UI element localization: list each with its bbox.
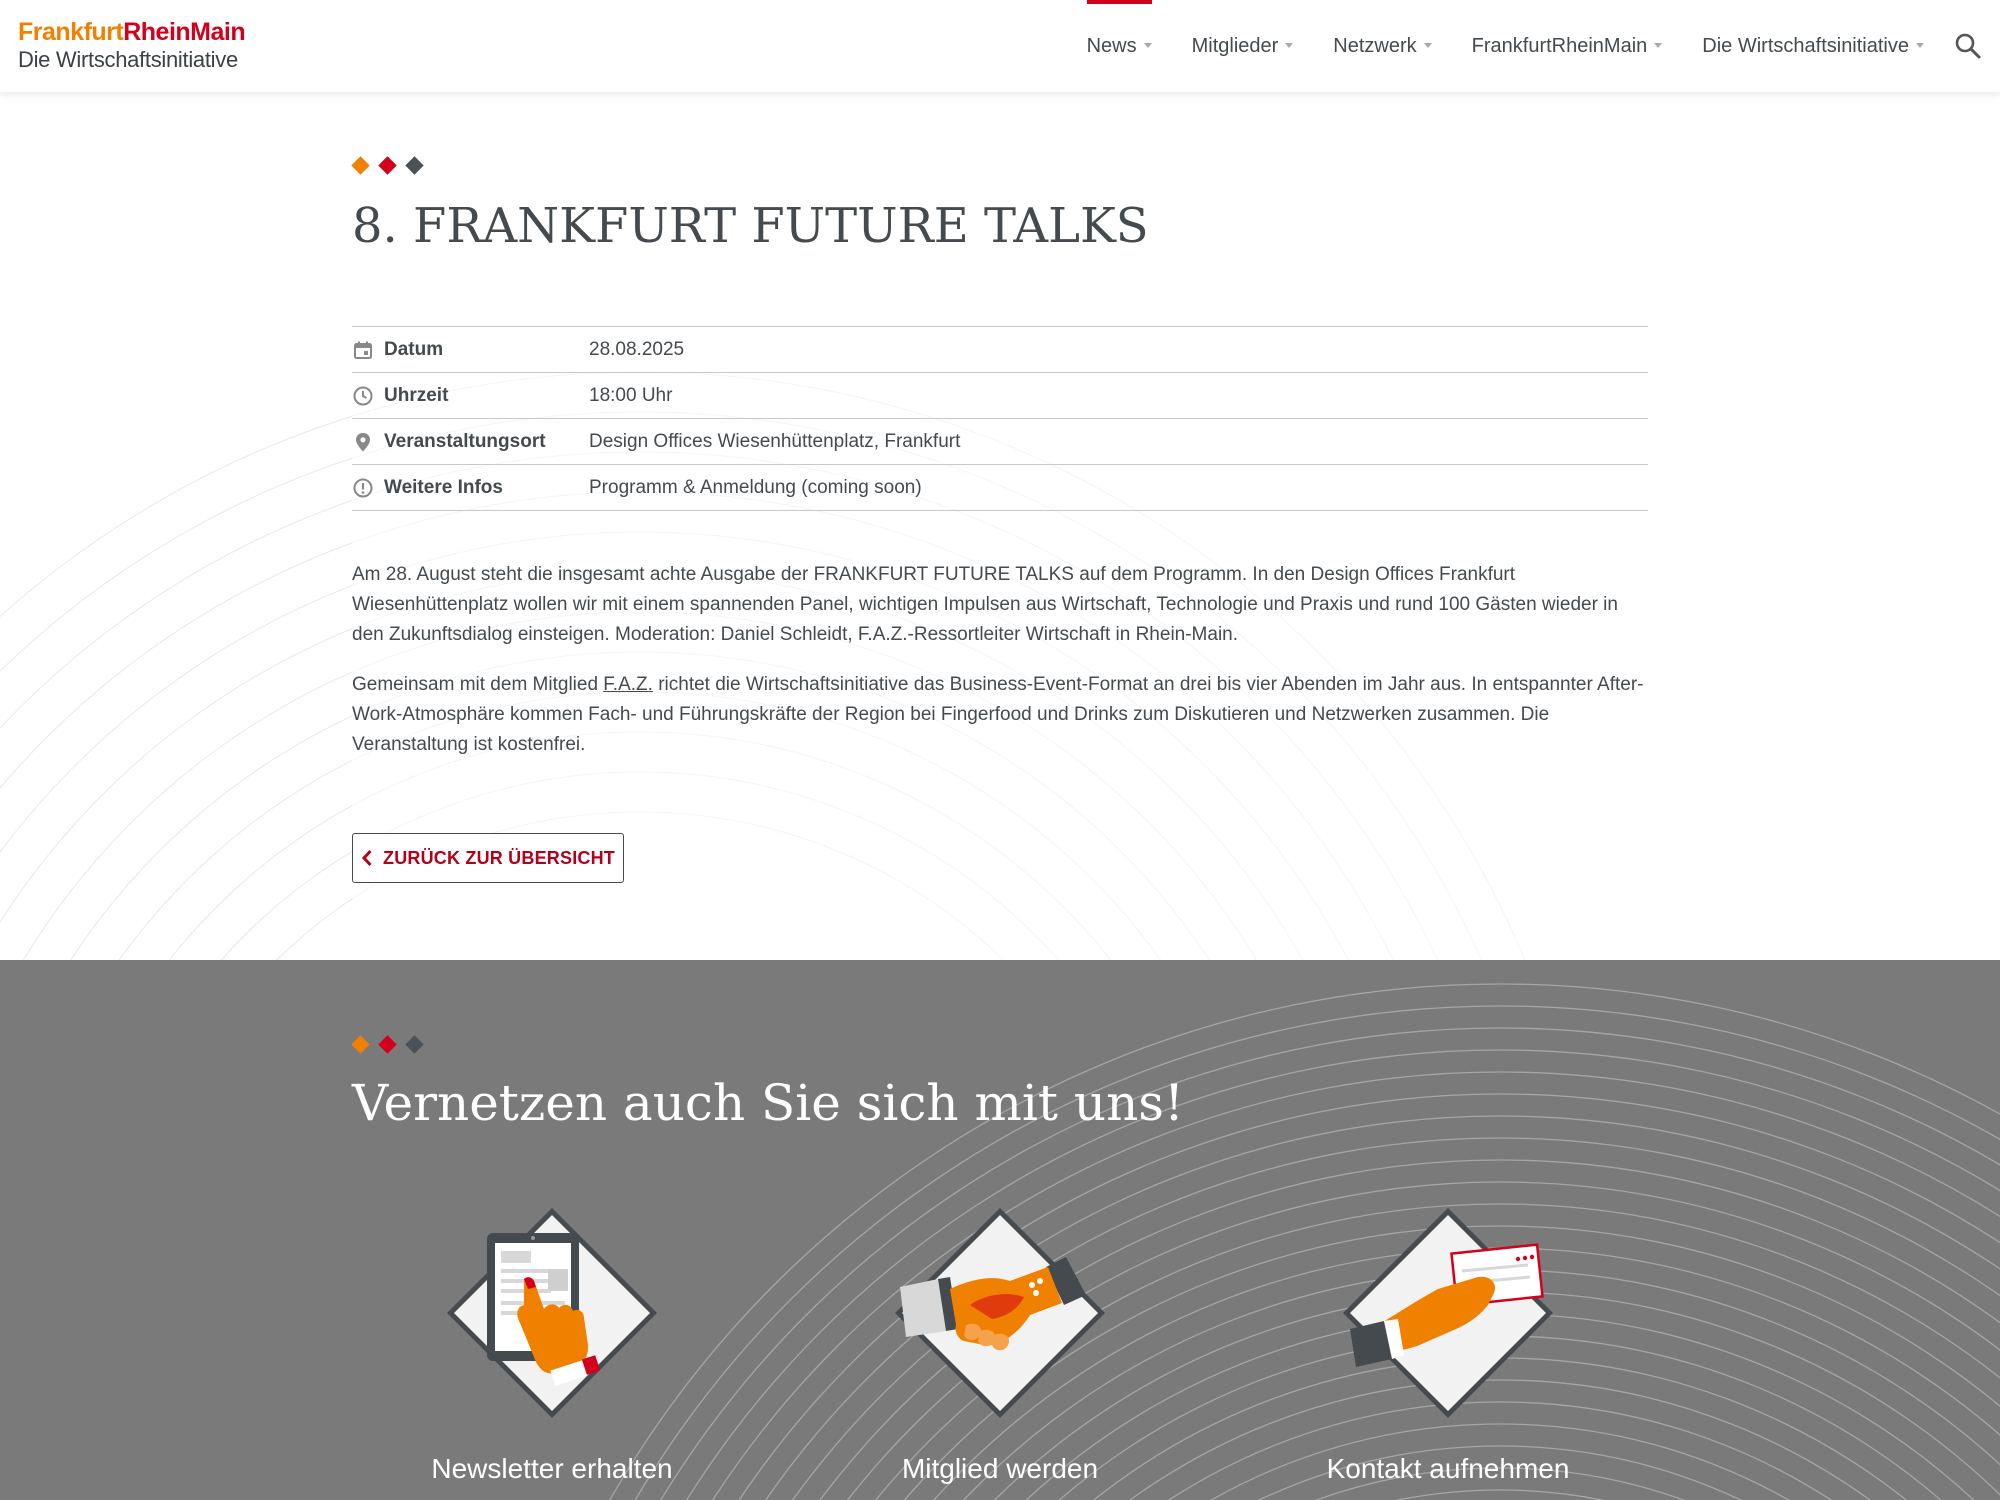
- diamond-red-icon: [378, 1035, 396, 1053]
- nav-item-label: FrankfurtRheinMain: [1471, 34, 1648, 57]
- diamond-orange-icon: [351, 156, 369, 174]
- info-value: Design Offices Wiesenhüttenplatz, Frankfurt: [589, 430, 961, 452]
- membership-card[interactable]: [800, 1205, 1200, 1485]
- nav-item-wirtschaftsinitiative[interactable]: [1702, 0, 1924, 92]
- article-paragraph: [352, 670, 1648, 760]
- article-body: [352, 560, 1648, 780]
- logo-rheinmain: RheinMain: [123, 18, 246, 46]
- card-label: Newsletter erhalten: [431, 1453, 673, 1484]
- diamond-red-icon: [378, 156, 396, 174]
- nav-item-news[interactable]: [1087, 0, 1152, 92]
- chevron-down-icon: [1144, 43, 1152, 48]
- card-label: Mitglied werden: [901, 1453, 1099, 1484]
- nav-item-label: Netzwerk: [1333, 34, 1417, 57]
- diamond-orange-icon: [351, 1035, 369, 1053]
- site-logo[interactable]: [18, 18, 245, 74]
- logo-wordmark: [18, 18, 245, 46]
- info-icon: [352, 477, 374, 499]
- nav-item-label: Mitglieder: [1191, 34, 1279, 57]
- diamond-ornament: [354, 1038, 421, 1051]
- site-header: [0, 0, 2000, 92]
- chevron-down-icon: [1285, 43, 1293, 48]
- article-paragraph: Am 28. August steht die insgesamt achte Ausgabe der FRANKFURT FUTURE TALKS auf dem Programm. In den Design Offices Frankfurt Wiesenhüttenplatz wollen wir mit einem spannenden Panel, wichtigen Impulsen aus Wirtschaft, Technologie und Praxis und rund 100 Gästen wieder in den Zukunftsdialog einsteigen. Moderation: Daniel Schleidt, F.A.Z.-Ressortleiter Wirtschaft in Rhein-Main.: [352, 564, 1618, 645]
- info-value: 18:00 Uhr: [589, 384, 673, 406]
- faz-link[interactable]: F.A.Z.: [603, 674, 653, 695]
- newsletter-card[interactable]: [352, 1205, 752, 1485]
- paragraph-text: richtet die Wirtschaftsinitiative das Business-Event-Format an drei bis vier Abenden im Jahr aus. In entspannter After-Work-Atmosphäre kommen Fach- und Führungskräfte der Region bei Fingerfood und Drinks zum Diskutieren und Netzwerken zusammen. Die Veranstaltung ist kostenfrei.: [352, 674, 1644, 755]
- event-info-table: [352, 326, 1648, 511]
- nav-item-label: Die Wirtschaftsinitiative: [1702, 34, 1909, 57]
- contact-card[interactable]: [1248, 1205, 1648, 1485]
- card-label: Kontakt aufnehmen: [1326, 1453, 1570, 1484]
- nav-item-label: News: [1086, 34, 1137, 57]
- logo-tagline: Die Wirtschaftsinitiative: [18, 47, 238, 72]
- nav-item-mitglieder[interactable]: [1192, 0, 1294, 92]
- diamond-dark-icon: [405, 156, 423, 174]
- chevron-down-icon: [1424, 43, 1432, 48]
- chevron-down-icon: [1916, 43, 1924, 48]
- clock-icon: [352, 385, 374, 407]
- back-button-label: ZURÜCK ZUR ÜBERSICHT: [383, 847, 615, 868]
- network-title: Vernetzen auch Sie sich mit uns!: [352, 1074, 1185, 1132]
- chevron-down-icon: [1654, 43, 1662, 48]
- logo-frankfurt: Frankfurt: [18, 18, 124, 46]
- back-to-overview-button[interactable]: [352, 833, 624, 883]
- info-value: Programm & Anmeldung (coming soon): [589, 476, 922, 498]
- nav-item-frankfurtrheinmain[interactable]: [1472, 0, 1663, 92]
- calendar-icon: [352, 339, 374, 361]
- info-row-date: [352, 327, 1648, 373]
- nav-item-netzwerk[interactable]: [1333, 0, 1431, 92]
- info-row-more-info: [352, 465, 1648, 511]
- main-nav: [1087, 0, 2000, 92]
- chevron-left-icon: [361, 849, 373, 867]
- page-title: 8. FRANKFURT FUTURE TALKS: [352, 198, 1149, 254]
- paragraph-text: Gemeinsam mit dem Mitglied: [352, 674, 604, 695]
- info-label: Uhrzeit: [384, 384, 449, 406]
- info-label: Datum: [384, 338, 444, 360]
- info-row-time: [352, 373, 1648, 419]
- search-icon[interactable]: [1954, 32, 1982, 60]
- diamond-ornament: [354, 159, 421, 172]
- info-value: 28.08.2025: [589, 338, 685, 360]
- location-pin-icon: [352, 431, 374, 453]
- info-label: Weitere Infos: [384, 476, 503, 498]
- hand-envelope-icon: [1328, 1205, 1568, 1425]
- info-row-location: [352, 419, 1648, 465]
- article-section: [0, 92, 2000, 960]
- info-label: Veranstaltungsort: [384, 430, 546, 452]
- diamond-dark-icon: [405, 1035, 423, 1053]
- tablet-tap-icon: [432, 1205, 672, 1425]
- network-section: [0, 960, 2000, 1500]
- handshake-icon: [880, 1205, 1120, 1425]
